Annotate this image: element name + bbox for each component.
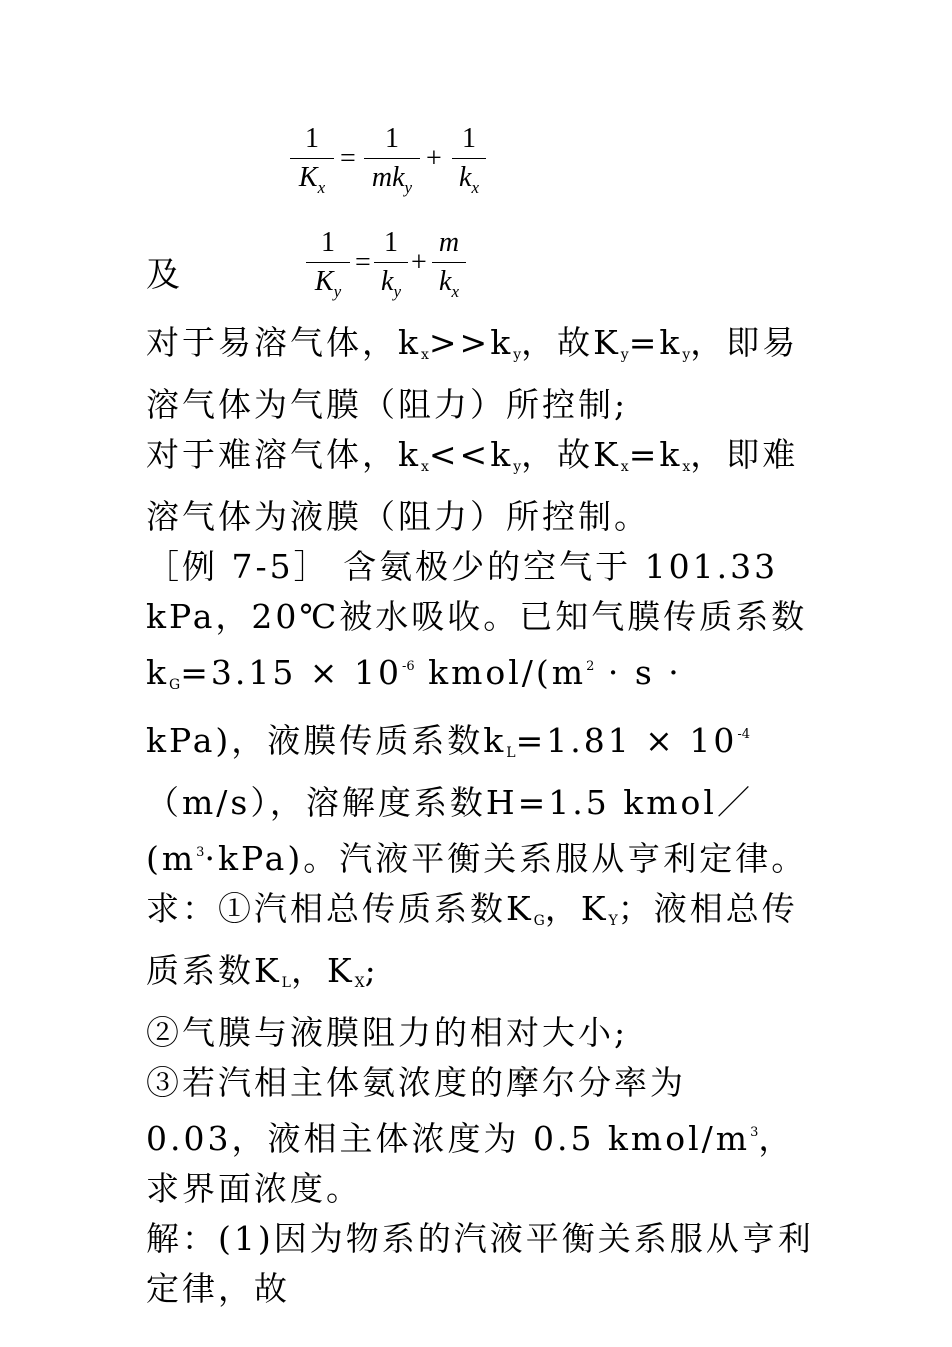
- fraction-term-1: 1 $mk_y$: [364, 122, 420, 205]
- equals-sign: =: [355, 247, 371, 278]
- fraction-lhs: 1 $K_y$: [306, 226, 350, 309]
- equals-sign: =: [340, 143, 356, 174]
- fraction-bar: [306, 262, 350, 263]
- paragraph-question-2: ②气膜与液膜阻力的相对大小;: [146, 1013, 629, 1052]
- fraction-bar: [452, 158, 486, 159]
- paragraph-soluble-gas: 对于易溶气体，kx>>ky，故Ky=ky，即易溶气体为气膜（阻力）所控制;: [146, 323, 799, 424]
- fraction-term-2: 1 $k_x$: [452, 122, 486, 205]
- fraction-term-2: m $k_x$: [432, 226, 466, 309]
- fraction-term-1: 1 $k_y$: [374, 226, 408, 309]
- fraction-lhs: 1 $K_x$: [290, 122, 334, 205]
- paragraph-question-3: ③若汽相主体氨浓度的摩尔分率为 0.03，液相主体浓度为 0.5 kmol/$m^3$，求界面浓度。: [146, 1063, 795, 1208]
- plus-sign: +: [426, 143, 442, 174]
- plus-sign: +: [411, 247, 427, 278]
- fraction-bar: [290, 158, 334, 159]
- conjunction-label: 及: [146, 255, 180, 295]
- fraction-bar: [364, 158, 420, 159]
- paragraph-example-7-5: ［例 7-5］ 含氨极少的空气于 101.33 kPa，20℃被水吸收。已知气膜传质系数$kG=3.15 \times 10^{-6}$ kmol/$(m^2 \cdot s \cdot kPa)$，液膜传质系数$kL=1.81 \times 10^{-4}$ （m/s），溶解度系数H=1.5 $kmol/(m^3\cdot kPa)$。汽液平衡关系服从亨利定律。: [146, 547, 808, 878]
- paragraph-question-1: 求：①汽相总传质系数KG，KY；液相总传质系数KL，KX;: [146, 889, 798, 991]
- paragraph-insoluble-gas: 对于难溶气体，kx<<ky，故Kx=kx，即难溶气体为液膜（阻力）所控制。: [146, 435, 799, 536]
- fraction-bar: [432, 262, 466, 263]
- body-text: [146, 318, 816, 1314]
- fraction-bar: [374, 262, 408, 263]
- paragraph-solution: 解：(1)因为物系的汽液平衡关系服从亨利定律，故: [146, 1219, 814, 1308]
